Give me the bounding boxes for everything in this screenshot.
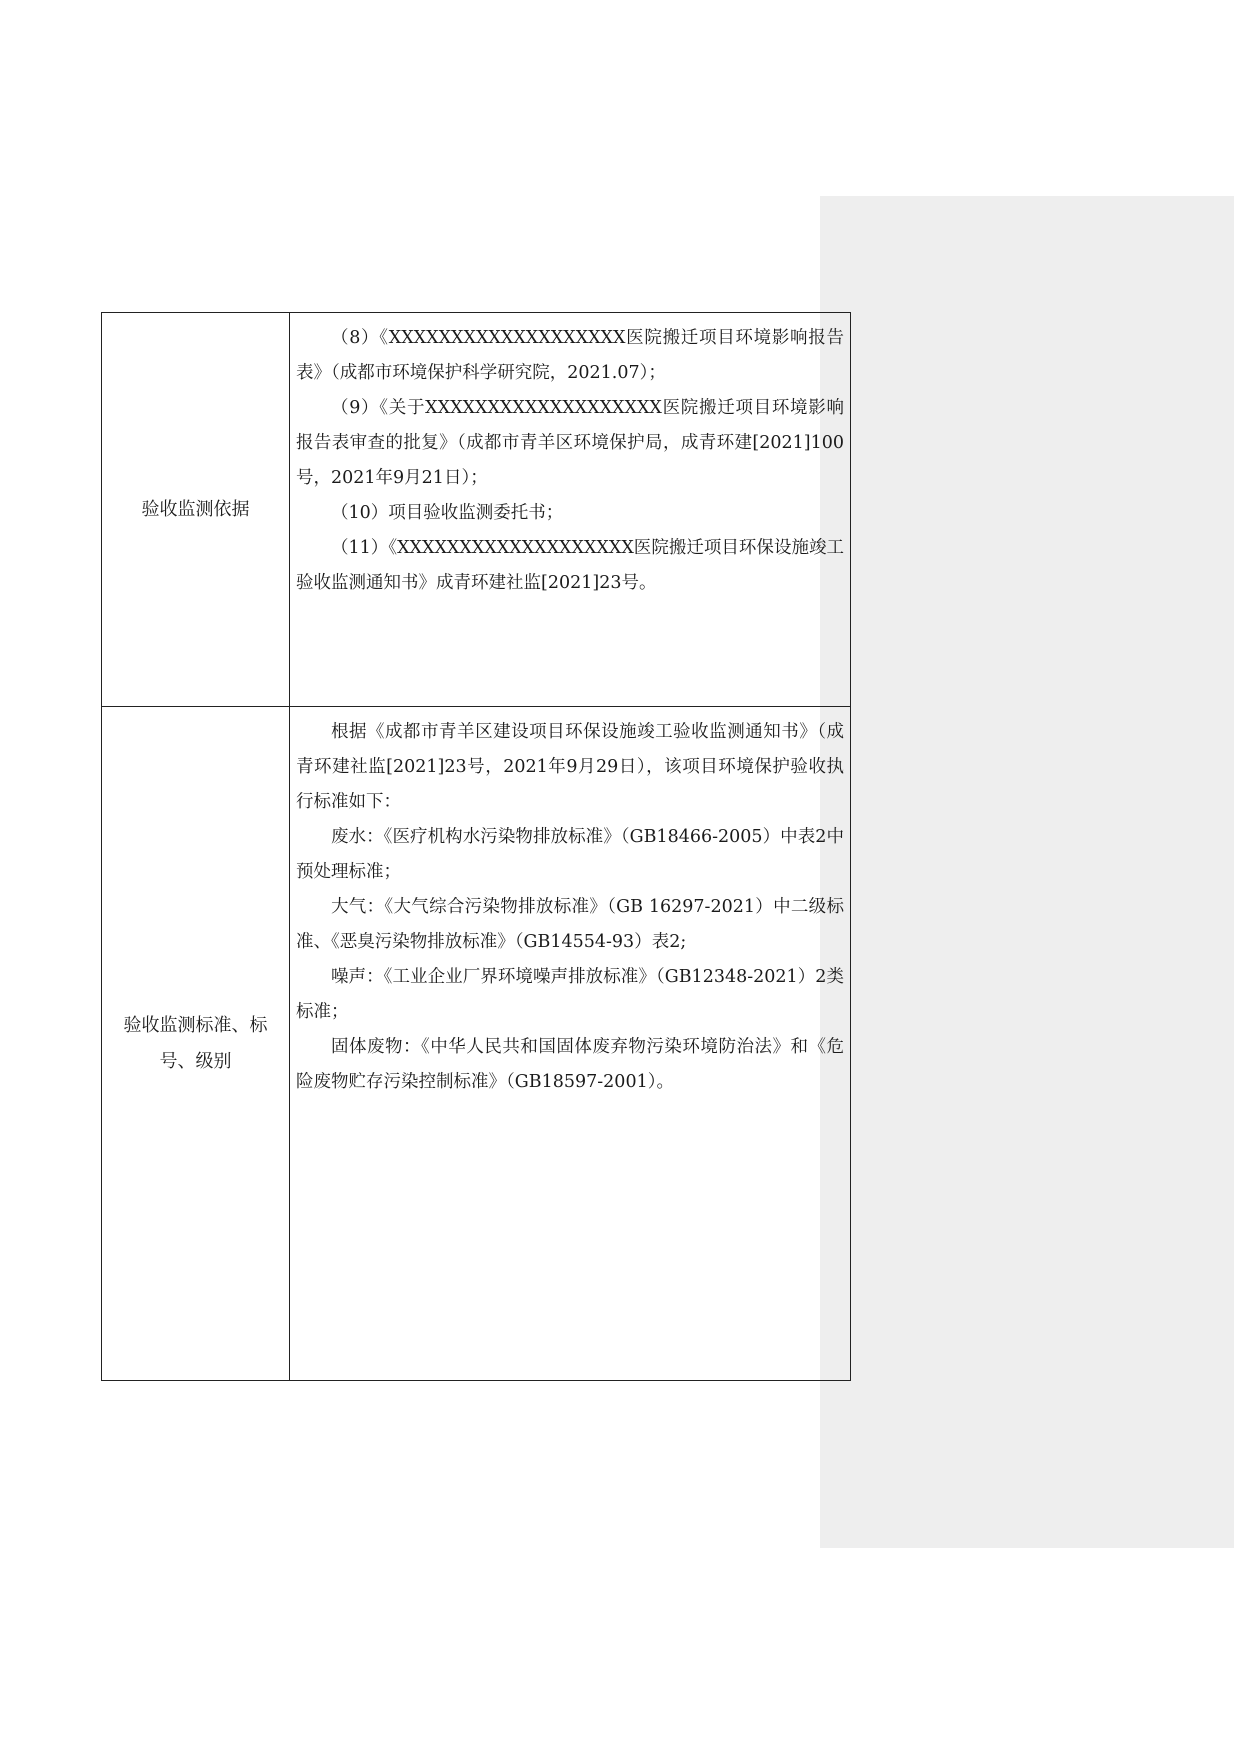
row-content-monitoring-standards — [290, 707, 851, 1381]
table-row-monitoring-standards — [102, 707, 851, 1381]
standards-intro: 根据《成都市青羊区建设项目环保设施竣工验收监测通知书》（成青环建社监[2021]23号，2021年9月29日），该项目环境保护验收执行标准如下： — [296, 722, 844, 813]
basis-item-10: （10）项目验收监测委托书； — [331, 503, 564, 523]
basis-item-9: （9）《关于XXXXXXXXXXXXXXXXXXX医院搬迁项目环境影响报告表审查的批复》（成都市青羊区环境保护局，成青环建[2021]100号，2021年9月21日）； — [296, 398, 844, 488]
row-label-monitoring-basis: 验收监测依据 — [102, 313, 290, 707]
standards-wastewater: 废水：《医疗机构水污染物排放标准》（GB18466-2005）中表2中预处理标准； — [296, 827, 844, 883]
acceptance-table — [101, 312, 851, 1381]
standards-air: 大气：《大气综合污染物排放标准》（GB 16297-2021）中二级标准、《恶臭污染物排放标准》（GB14554-93）表2; — [296, 897, 844, 953]
row-content-monitoring-basis — [290, 313, 851, 707]
standards-solid-waste: 固体废物：《中华人民共和国固体废弃物污染环境防治法》和《危险废物贮存污染控制标准》（GB18597-2001）。 — [296, 1037, 844, 1093]
basis-item-11: （11）《XXXXXXXXXXXXXXXXXXX医院搬迁项目环保设施竣工验收监测通知书》成青环建社监[2021]23号。 — [296, 538, 844, 593]
standards-noise: 噪声：《工业企业厂界环境噪声排放标准》（GB12348-2021）2类标准； — [296, 967, 844, 1023]
comment-pane — [820, 196, 1234, 1548]
row-label-monitoring-standards: 验收监测标准、标号、级别 — [102, 707, 290, 1381]
table-row-monitoring-basis — [102, 313, 851, 707]
basis-item-8: （8）《XXXXXXXXXXXXXXXXXXX医院搬迁项目环境影响报告表》（成都市环境保护科学研究院，2021.07）； — [296, 328, 844, 383]
